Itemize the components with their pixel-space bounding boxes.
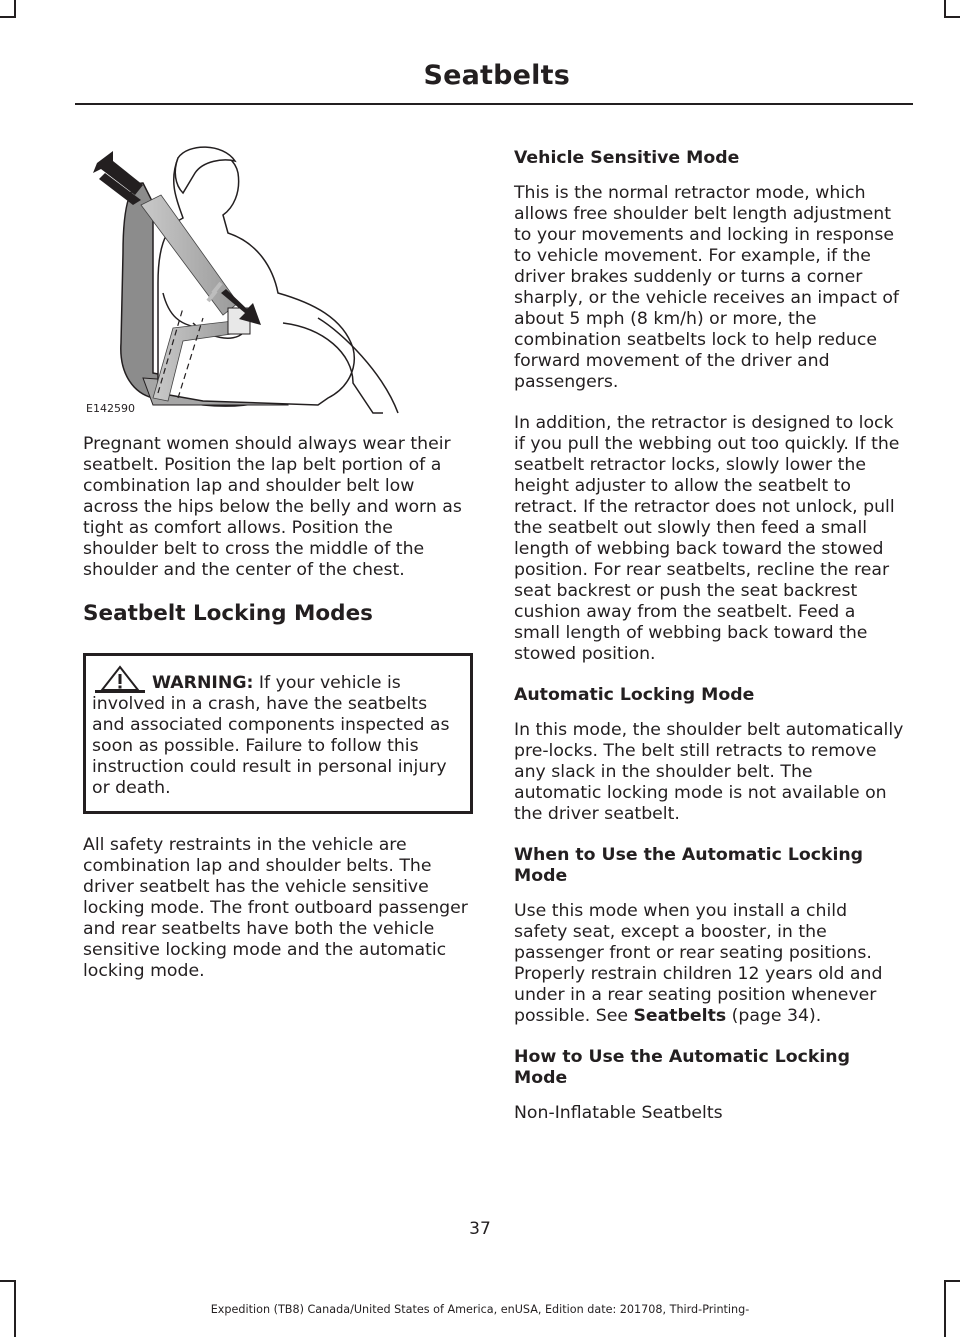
crop-mark bbox=[0, 16, 16, 18]
restraints-paragraph: All safety restraints in the vehicle are combination lap and shoulder belts. The driver seatbelt has the vehicle sensitive locking mode. The front outboard passenger and rear seatbelts have both the vehicle sensitive locking mode and the automatic locking mode. bbox=[83, 835, 468, 981]
warning-text: If your vehicle is involved in a crash, have the seatbelts and associated components inspected as soon as possible. Failure to follow this instruction could result in personal injury or death. bbox=[92, 673, 450, 798]
pregnant-seatbelt-illustration bbox=[83, 143, 403, 421]
page-reference: (page 34). bbox=[726, 1006, 822, 1026]
left-column bbox=[83, 434, 473, 1002]
right-column bbox=[514, 148, 904, 1144]
page-header-title: Seatbelts bbox=[423, 60, 570, 91]
warning-label: WARNING: bbox=[152, 673, 254, 693]
non-inflatable-label: Non-Inflatable Seatbelts bbox=[514, 1103, 723, 1123]
header-rule bbox=[75, 103, 913, 105]
crop-mark bbox=[944, 16, 960, 18]
figure-id: E142590 bbox=[86, 402, 135, 415]
warning-box bbox=[83, 653, 473, 814]
automatic-locking-heading: Automatic Locking Mode bbox=[514, 685, 755, 705]
vehicle-sensitive-paragraph: This is the normal retractor mode, which allows free shoulder belt length adjustment to your movements and locking in response to vehicle movement. For example, if the driver brakes suddenly or turns a corner sharply, or the vehicle receives an impact of about 5 mph (8 km/h) or more, the combination seatbelts lock to help reduce forward movement of the driver and passengers. bbox=[514, 183, 900, 392]
vehicle-sensitive-heading: Vehicle Sensitive Mode bbox=[514, 148, 740, 168]
crop-mark bbox=[0, 1280, 16, 1282]
automatic-locking-paragraph: In this mode, the shoulder belt automatically pre-locks. The belt still retracts to remove any slack in the shoulder belt. The automatic locking mode is not available on the driver seatbelt. bbox=[514, 720, 904, 824]
retractor-paragraph: In addition, the retractor is designed to lock if you pull the webbing out too quickly. If the seatbelt retractor locks, slowly lower the height adjuster to allow the seatbelt to retract. If the retractor does not unlock, pull the seatbelt out slowly then feed a small length of webbing back toward the stowed position. For rear seatbelts, recline the rear seat backrest or push the seat backrest cushion away from the seatbelt. Feed a small length of webbing back toward the stowed position. bbox=[514, 413, 900, 664]
intro-paragraph: Pregnant women should always wear their seatbelt. Position the lap belt portion of a combination lap and shoulder belt low across the hips below the belly and worn as tight as comfort allows. Position the shoulder belt to cross the middle of the shoulder and the center of the chest. bbox=[83, 434, 462, 580]
seatbelts-link[interactable]: Seatbelts bbox=[633, 1006, 727, 1026]
when-to-use-heading: When to Use the Automatic Locking Mode bbox=[514, 845, 864, 886]
footer-text: Expedition (TB8) Canada/United States of America, enUSA, Edition date: 201708, Third-Printing- bbox=[210, 1303, 750, 1316]
when-to-use-paragraph bbox=[514, 901, 904, 1027]
section-heading: Seatbelt Locking Modes bbox=[83, 601, 373, 626]
crop-mark bbox=[944, 1280, 960, 1282]
when-to-use-text: Use this mode when you install a child safety seat, except a booster, in the passenger front or rear seating positions. Properly restrain children 12 years old and under in a rear seating position whenever possible. See bbox=[514, 901, 883, 1026]
warning-triangle-icon bbox=[92, 664, 148, 694]
page-number: 37 bbox=[469, 1219, 491, 1239]
warning-paragraph bbox=[92, 664, 464, 799]
how-to-use-heading: How to Use the Automatic Locking Mode bbox=[514, 1047, 850, 1088]
